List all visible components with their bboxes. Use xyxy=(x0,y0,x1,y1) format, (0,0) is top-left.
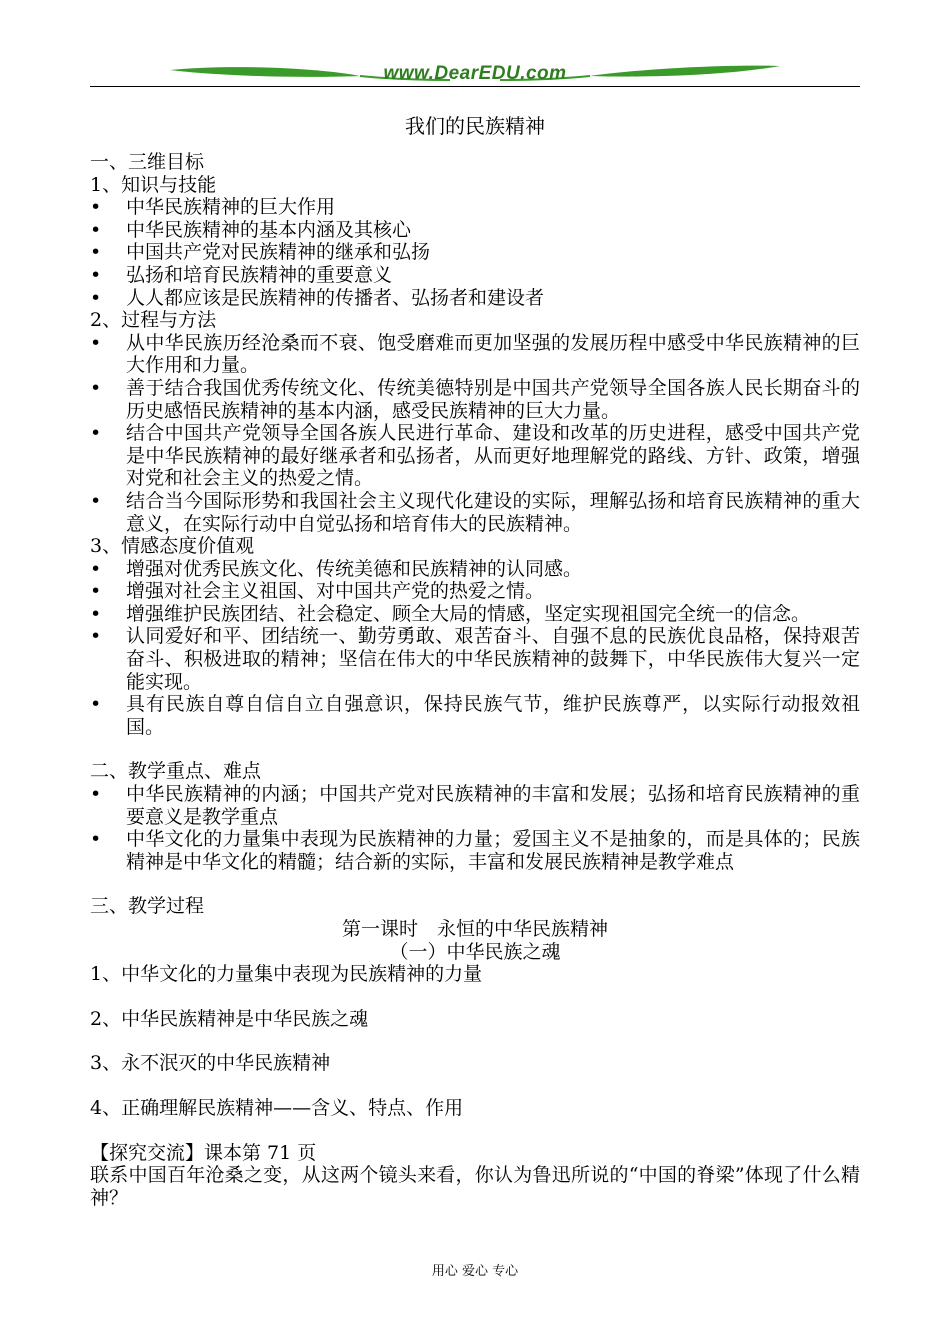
bullet-icon: • xyxy=(90,218,102,241)
lesson-title: 第一课时 永恒的中华民族精神 xyxy=(341,918,608,940)
list-item: • 中华民族精神的基本内涵及其核心 xyxy=(90,218,412,241)
sub3-list xyxy=(90,558,860,739)
list-item: • 从中华民族历经沧桑而不衰、饱受磨难而更加坚强的发展历程中感受中华民族精神的巨大作用和力量。 xyxy=(90,331,860,377)
bullet-icon: • xyxy=(90,602,102,625)
spacer xyxy=(90,738,860,760)
bullet-icon: • xyxy=(90,489,102,512)
spacer xyxy=(90,1030,860,1052)
bullet-icon: • xyxy=(90,557,102,580)
document-title: 我们的民族精神 xyxy=(405,114,545,138)
list-item: • 中华民族精神的巨大作用 xyxy=(90,196,336,219)
list-item: • 认同爱好和平、团结统一、勤劳勇敢、艰苦奋斗、自强不息的民族优良品格，保持艰苦奋斗、积极进取的精神；坚信在伟大的中华民族精神的鼓舞下，中华民族伟大复兴一定能实现。 xyxy=(90,625,860,693)
list-item: • 人人都应该是民族精神的传播者、弘扬者和建设者 xyxy=(90,286,545,309)
sub2-heading: 2、过程与方法 xyxy=(90,309,217,332)
bullet-icon: • xyxy=(90,828,102,851)
list-item: • 具有民族自尊自信自立自强意识，保持民族气节，维护民族尊严，以实际行动报效祖国。 xyxy=(90,693,860,738)
bullet-icon: • xyxy=(90,783,102,806)
bullet-icon: • xyxy=(90,693,102,716)
list-item: • 结合当今国际形势和我国社会主义现代化建设的实际，理解弘扬和培育民族精神的重大意义，在实际行动中自觉弘扬和培育伟大的民族精神。 xyxy=(90,489,860,535)
list-item: • 中国共产党对民族精神的继承和弘扬 xyxy=(90,241,431,264)
list-item: • 善于结合我国优秀传统文化、传统美德特别是中国共产党领导全国各族人民长期奋斗的历史感悟民族精神的基本内涵，感受民族精神的巨大力量。 xyxy=(90,376,860,422)
bullet-icon: • xyxy=(90,196,102,219)
bullet-icon: • xyxy=(90,286,102,309)
bullet-icon: • xyxy=(90,625,102,648)
page-footer: 用心 爱心 专心 xyxy=(431,1264,519,1279)
sub2-list xyxy=(90,332,860,535)
list-item: • 增强对优秀民族文化、传统美德和民族精神的认同感。 xyxy=(90,557,583,580)
site-logo-text[interactable]: www.DearEDU.com xyxy=(383,63,567,84)
list-item: • 增强维护民族团结、社会稳定、顾全大局的情感，坚定实现祖国完全统一的信念。 xyxy=(90,602,811,625)
document-body xyxy=(90,113,860,1209)
spacer xyxy=(90,1075,860,1097)
header-divider xyxy=(90,86,860,87)
teaching-point: 1、中华文化的力量集中表现为民族精神的力量 xyxy=(90,963,483,986)
explore-title: 【探究交流】课本第 71 页 xyxy=(90,1141,317,1164)
bullet-icon: • xyxy=(90,331,102,354)
section3-heading: 三、教学过程 xyxy=(90,895,205,918)
bullet-icon: • xyxy=(90,376,102,399)
teaching-point: 3、永不泯灭的中华民族精神 xyxy=(90,1052,331,1075)
section2-heading: 二、教学重点、难点 xyxy=(90,760,262,783)
section2-list xyxy=(90,783,860,873)
spacer xyxy=(90,873,860,895)
section1-heading: 一、三维目标 xyxy=(90,151,205,173)
list-item: • 中华文化的力量集中表现为民族精神的力量；爱国主义不是抽象的，而是具体的；民族精神是中华文化的精髓；结合新的实际，丰富和发展民族精神是教学难点 xyxy=(90,828,860,873)
explore-question: 联系中国百年沧桑之变，从这两个镜头来看，你认为鲁迅所说的“中国的脊梁”体现了什么精神？ xyxy=(90,1164,860,1209)
sub1-heading: 1、知识与技能 xyxy=(90,173,217,196)
bullet-icon: • xyxy=(90,241,102,264)
teaching-point: 4、正确理解民族精神——含义、特点、作用 xyxy=(90,1096,464,1119)
list-item: • 增强对社会主义祖国、对中国共产党的热爱之情。 xyxy=(90,580,545,603)
sub1-list xyxy=(90,196,860,309)
spacer xyxy=(90,986,860,1008)
list-item: • 结合中国共产党领导全国各族人民进行革命、建设和改革的历史进程，感受中国共产党是中华民族精神的最好继承者和弘扬者，从而更好地理解党的路线、方针、政策，增强对党和社会主义的热爱之情。 xyxy=(90,422,860,490)
teaching-point: 2、中华民族精神是中华民族之魂 xyxy=(90,1007,369,1030)
bullet-icon: • xyxy=(90,263,102,286)
bullet-icon: • xyxy=(90,580,102,603)
part-title: （一）中华民族之魂 xyxy=(389,940,561,963)
list-item: • 弘扬和培育民族精神的重要意义 xyxy=(90,263,393,286)
spacer xyxy=(90,1120,860,1142)
bullet-icon: • xyxy=(90,422,102,445)
sub3-heading: 3、情感态度价值观 xyxy=(90,535,255,558)
list-item: • 中华民族精神的内涵；中国共产党对民族精神的丰富和发展；弘扬和培育民族精神的重要意义是教学重点 xyxy=(90,783,860,828)
